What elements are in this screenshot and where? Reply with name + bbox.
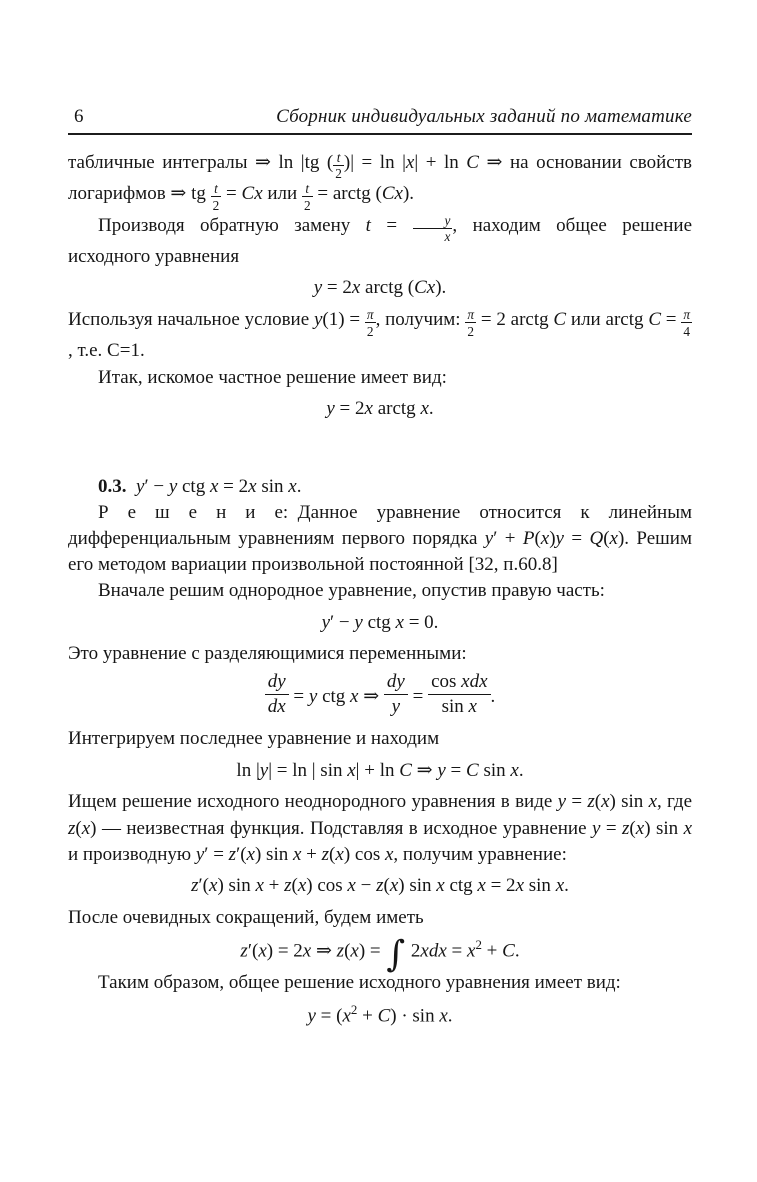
- fraction: $\frac{y}{x}$: [413, 214, 453, 244]
- equation-separated: $\frac{dy}{dx}$ = y ctg x ⇒ $\frac{dy}{y}$ = $\frac{\text{cos xdx}}{\text{sin x}}$ .: [68, 674, 692, 721]
- integral-sign: ∫: [386, 933, 406, 976]
- running-title: Сборник индивидуальных заданий по математике: [276, 106, 692, 127]
- fraction: $\frac{\text{cos xdx}}{\text{sin x}}$: [428, 672, 490, 719]
- para-homogeneous-intro: Вначале решим однородное уравнение, опустив правую часть:: [98, 580, 605, 602]
- fraction: $\frac{t}{2}$: [335, 149, 342, 182]
- para-reverse-substitution: Производя обратную замену t = $\frac{y}{x}$ , находим общее решение исходного уравнения: [68, 212, 693, 268]
- para-final-intro: Таким образом, общее решение исходного уравнения имеет вид:: [98, 971, 621, 993]
- equation-homogeneous: y′ − y ctg x = 0.: [321, 611, 439, 633]
- equation-z-integral: z′(x) = 2x ⇒ z(x) = ∫ $2xdx = x^2 + C$.: [240, 933, 520, 976]
- fraction: $\frac{t}{2}$: [212, 181, 220, 213]
- equation-particular-solution: y = 2x arctg x.: [326, 397, 434, 419]
- para-after-cancellation: После очевидных сокращений, будем иметь: [68, 906, 424, 928]
- document-content: [68, 150, 692, 1029]
- para-integrate: Интегрируем последнее уравнение и находим: [68, 728, 440, 750]
- equation-general-solution-arctg: y = 2x arctg (Cx).: [313, 277, 447, 299]
- fraction: $\frac{t}{2}$: [303, 181, 311, 213]
- para-initial-condition: Используя начальное условие y(1) = $\frac{\pi}{2}$ , получим: $\frac{\pi}{2}$ = 2 arctg C или arctg C = $\frac{\pi}{4}$ , т.е. C=1.: [68, 307, 690, 362]
- fraction: $\frac{dy}{y}$: [384, 672, 408, 719]
- page-header: [68, 106, 692, 135]
- equation-integrated: ln |y| = ln | sin x| + ln C ⇒ y = C sin x.: [236, 759, 524, 781]
- para-particular-solution-intro: Итак, искомое частное решение имеет вид:: [98, 366, 447, 388]
- section-gap: [68, 428, 692, 474]
- equation-final-solution: $y = (x^2 + C) \cdot \sin x$.: [307, 1002, 453, 1027]
- fraction: $\frac{\pi}{2}$: [366, 307, 374, 339]
- para-solution-intro: Р е ш е н и е: Данное уравнение относится к линейным дифференциальным уравнениям первого порядка y′ + P(x)y = Q(x). Решим его методом вариации произвольной постоянной [32, п.60.8]: [68, 501, 692, 576]
- para-variation-method: Ищем решение исходного неоднородного уравнения в виде y = z(x) sin x, где z(x) — неизвестная функция. Подставляя в исходное уравнение y = z(x) sin x и производную y′ = z′(x) sin x + z(x) cos x, получим уравнение:: [68, 791, 693, 865]
- para-separable-variables: Это уравнение с разделяющимися переменными:: [68, 643, 467, 665]
- fraction: $\frac{\pi}{2}$: [467, 307, 475, 339]
- page-number: 6: [74, 106, 84, 127]
- equation-substituted: z′(x) sin x + z(x) cos x − z(x) sin x ctg x = 2x sin x.: [191, 874, 569, 896]
- para-problem-0-3: 0.3. y′ − y ctg x = 2x sin x.: [98, 475, 302, 497]
- para-tabular-integrals: табличные интегралы ⇒ ln |tg ( $\frac{t}{2}$ )| = ln |x| + ln C ⇒ на основании свойств логарифмов ⇒ tg $\frac{t}{2}$ = Cx или $\frac{t}{2}$ = arctg (Cx).: [68, 149, 692, 213]
- fraction: $\frac{dy}{dx}$: [265, 672, 289, 719]
- fraction: $\frac{\pi}{4}$: [683, 307, 690, 339]
